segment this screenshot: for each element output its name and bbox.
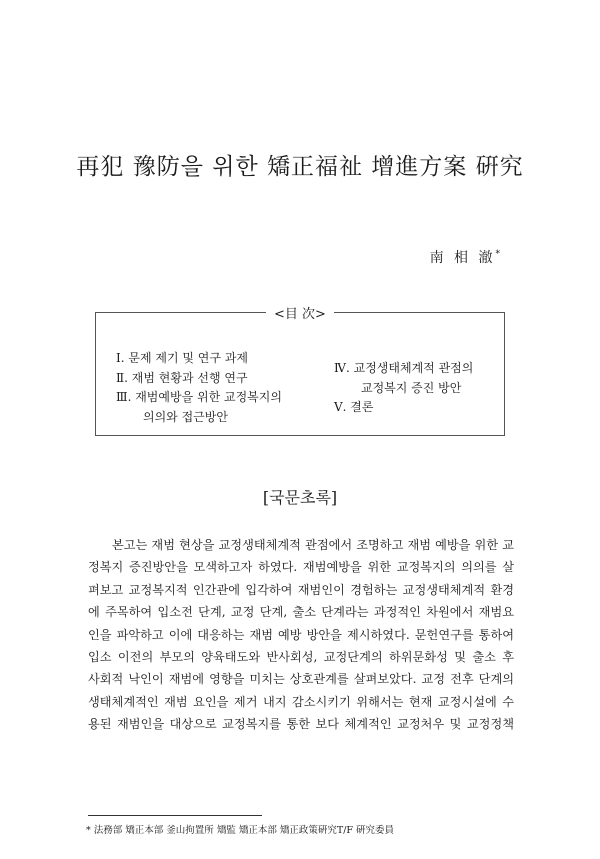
toc-item: Ⅲ. 재범예방을 위한 교정복지의 xyxy=(116,390,282,404)
table-of-contents xyxy=(95,307,505,436)
abstract-heading: [국문초록] xyxy=(262,488,338,507)
toc-item-continued: 의의와 접근방안 xyxy=(143,409,228,424)
author-name: 南 相 澈 xyxy=(429,250,496,266)
toc-item: Ⅰ. 문제 제기 및 연구 과제 xyxy=(116,351,248,365)
paper-title: 再犯 豫防을 위한 矯正福祉 增進方案 硏究 xyxy=(76,154,524,180)
toc-right-column xyxy=(334,359,473,418)
author xyxy=(430,247,500,267)
toc-item: Ⅳ. 교정생태체계적 관점의 xyxy=(334,361,474,375)
abstract-line: 입소 이전의 부모의 양육태도와 반사회성, 교정단계의 하위문화성 및 출소 후 xyxy=(88,650,514,665)
footnote-divider xyxy=(88,815,262,816)
abstract-line: 본고는 재범 현상을 교정생태체계적 관점에서 조명하고 재범 예방을 위한 교 xyxy=(112,538,514,552)
footnote: * 法務部 矯正本部 釜山拘置所 矯監 矯正本部 矯正政策硏究T/F 硏究委員 xyxy=(86,825,395,836)
abstract-line: 용된 재범인을 대상으로 교정복지를 통한 보다 체계적인 교정처우 및 교정정책 xyxy=(88,717,514,732)
toc-item: Ⅴ. 결론 xyxy=(334,400,374,414)
abstract-line: 사회적 낙인이 재범에 영향을 미치는 상호관계를 살펴보았다. 교정 전후 단계의 xyxy=(88,672,514,687)
author-footnote-mark: * xyxy=(495,249,500,260)
toc-item: Ⅱ. 재범 현황과 선행 연구 xyxy=(116,370,248,385)
abstract-line: 정복지 증진방안을 모색하고자 하였다. 재범예방을 위한 교정복지의 의의를 살 xyxy=(88,560,514,575)
abstract-body xyxy=(88,534,514,736)
abstract-line: 펴보고 교정복지적 인간관에 입각하여 재범인이 경험하는 교정생태체계적 환경 xyxy=(88,582,514,597)
toc-heading: <目 次> xyxy=(96,303,504,322)
abstract-line: 생태체계적인 재범 요인을 제거 내지 감소시키기 위해서는 현재 교정시설에 수 xyxy=(88,694,514,709)
abstract-line: 에 주목하여 입소전 단계, 교정 단계, 출소 단계라는 과정적인 차원에서 재범요 xyxy=(88,605,514,620)
abstract-line: 인을 파악하고 이에 대응하는 재범 예방 방안을 제시하였다. 문헌연구를 통하여 xyxy=(88,627,514,642)
toc-left-column xyxy=(116,349,282,427)
toc-item-continued: 교정복지 증진 방안 xyxy=(361,380,462,395)
